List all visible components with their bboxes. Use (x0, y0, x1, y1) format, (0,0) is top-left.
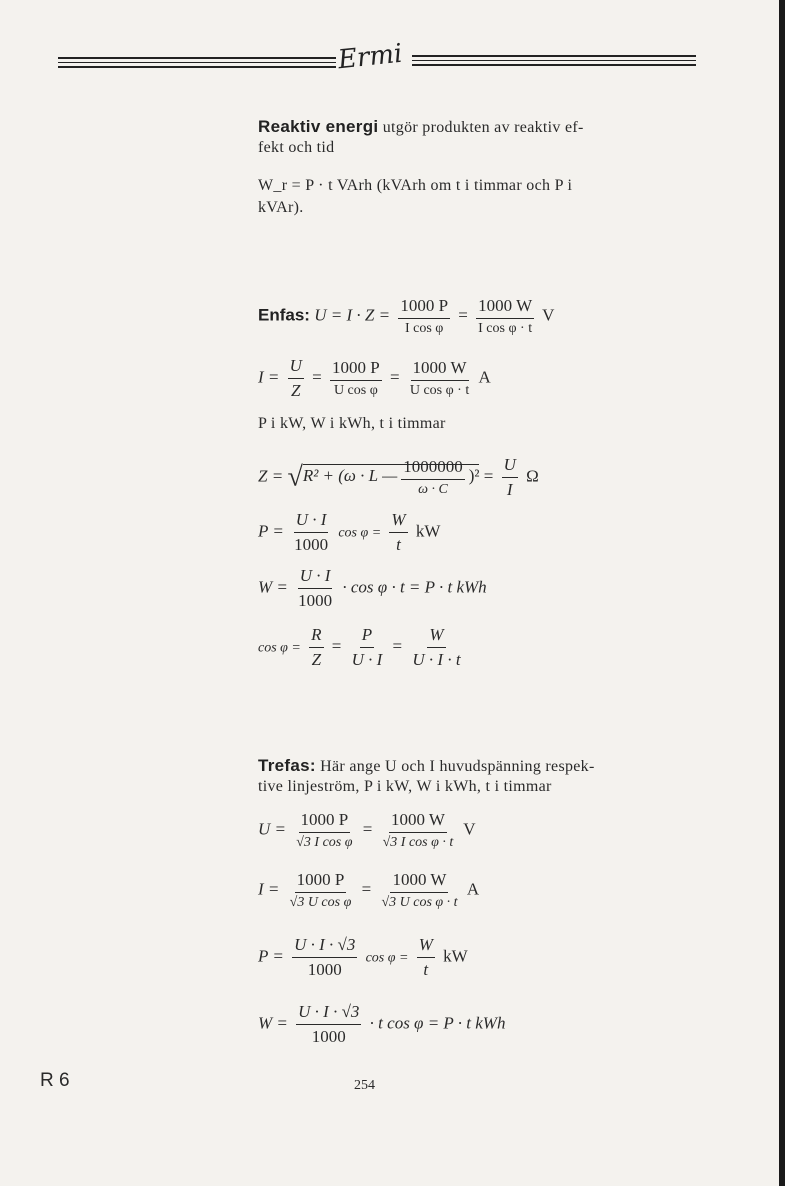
enfas-z-lhs: Z = (258, 466, 284, 486)
enfas-z-inner-fraction (401, 457, 465, 498)
enfas-i-unit: A (478, 367, 491, 387)
enfas-cos-f3-num: W (427, 625, 445, 648)
enfas-i-f1-den: U cos φ (333, 383, 378, 398)
enfas-p-f2-num: W (389, 510, 407, 533)
enfas-z-unit: Ω (526, 466, 539, 486)
enfas-cos-fraction-2 (350, 625, 385, 670)
enfas-z-rhs-num: U (502, 455, 518, 478)
trefas-p-lhs: P = (258, 946, 284, 966)
trefas-i-equation: I = $\frac{1000 P}{\text{√3 U cos φ}}$ = $\frac{1000 W}{\text{√3 U cos φ · t}}$ A (258, 870, 480, 910)
trefas-p-unit: kW (443, 946, 468, 966)
header-rule-left-bottom (58, 66, 336, 68)
enfas-z-frac-num: 1000000 (401, 457, 465, 480)
enfas-cos-f1-num: R (309, 625, 323, 648)
enfas-p-fraction-2 (389, 510, 407, 555)
enfas-i-f2-den: U cos φ · t (409, 383, 470, 398)
trefas-w-lhs: W = (258, 1013, 288, 1033)
trefas-w-rest: · t cos φ = P · t kWh (369, 1013, 506, 1033)
trefas-p-f-num: U · I · √3 (292, 935, 357, 958)
enfas-cos-fraction-1 (309, 625, 323, 670)
trefas-heading: Trefas: (258, 756, 316, 775)
enfas-z-rhs-fraction (502, 455, 518, 500)
trefas-w-equation (258, 1002, 505, 1047)
enfas-heading: Enfas: (258, 305, 310, 325)
enfas-cos-fraction-3 (410, 625, 462, 670)
enfas-p-equation (258, 510, 440, 555)
trefas-p-mid: cos φ = (365, 950, 409, 966)
enfas-cos-lhs: cos φ = (258, 640, 301, 656)
enfas-p-mid: cos φ = (338, 525, 382, 541)
trefas-i-f2-den: √3 U cos φ · t (381, 895, 458, 910)
enfas-w-rest: · cos φ · t = P · t kWh (342, 577, 487, 597)
enfas-w-f-num: U · I (298, 566, 333, 589)
enfas-z-expr-a: R² + (ω · L — (302, 466, 398, 486)
trefas-i-unit: A (466, 879, 480, 899)
enfas-i-fraction-2 (408, 358, 471, 399)
header-rule-left-mid (58, 62, 336, 63)
trefas-u-f2-den: √3 I cos φ · t (382, 835, 454, 850)
enfas-i-fraction-1 (330, 358, 382, 399)
enfas-i-f0-den: Z (291, 381, 301, 400)
trefas-line-1 (258, 756, 595, 776)
header-rule-right-mid (412, 60, 696, 61)
intro-line-2: fekt och tid (258, 139, 335, 156)
page-number: 254 (354, 1078, 375, 1093)
header-rule-left-top (58, 57, 336, 59)
trefas-w-f-num: U · I · √3 (296, 1002, 361, 1025)
enfas-w-lhs: W = (258, 577, 288, 597)
enfas-p-f2-den: t (396, 535, 401, 554)
enfas-u-fraction-2 (476, 296, 534, 337)
enfas-u-equation: Enfas: U = I · Z = $\frac{1000 P}{\text{I cos φ}}$ = $\frac{1000 W}{\text{I cos φ · t}}$ V (258, 296, 555, 336)
trefas-u-lhs: U = (258, 819, 286, 839)
trefas-w-f-den: 1000 (311, 1027, 346, 1046)
enfas-z-expr-b: )² (468, 466, 480, 486)
enfas-i-f2-num: 1000 W (411, 358, 469, 381)
trefas-w-fraction (296, 1002, 361, 1047)
header-rule-right-top (412, 55, 696, 57)
trefas-i-f2-num: 1000 W (390, 870, 448, 893)
enfas-z-rhs-den: I (506, 480, 513, 499)
enfas-w-f-den: 1000 (298, 591, 333, 610)
intro-line-1 (258, 117, 584, 137)
trefas-p-f2-num: W (417, 935, 435, 958)
enfas-u-f2-num: 1000 W (476, 296, 534, 319)
ermi-logo: Ermi (336, 38, 404, 76)
trefas-u-f1-num: 1000 P (299, 810, 351, 833)
enfas-i-fraction-0 (288, 356, 304, 401)
trefas-i-fraction-2 (379, 870, 459, 911)
enfas-z-equation: Z = √R² + (ω · L — $\frac{1000000}{\omega \cdot C}$ )² = $\frac{U}{I}$ Ω (258, 455, 539, 499)
trefas-i-lhs: I = (258, 879, 280, 899)
enfas-u-f2-den: I cos φ · t (478, 321, 533, 336)
enfas-p-f-num: U · I (294, 510, 329, 533)
trefas-line-2: tive linjeström, P i kW, W i kWh, t i timmar (258, 778, 552, 795)
enfas-z-frac-den: ω · C (418, 482, 448, 497)
enfas-units-note: P i kW, W i kWh, t i timmar (258, 415, 446, 432)
page-edge (779, 0, 785, 1186)
header-rule-right-bottom (412, 64, 696, 66)
enfas-p-unit: kW (415, 521, 441, 541)
enfas-i-f0-num: U (288, 356, 304, 379)
enfas-p-lhs: P = (258, 521, 284, 541)
enfas-cos-f2-den: U · I (351, 650, 383, 669)
trefas-u-f2-num: 1000 W (389, 810, 447, 833)
enfas-u-fraction-1 (398, 296, 450, 337)
trefas-i-f1-num: 1000 P (295, 870, 347, 893)
enfas-w-equation (258, 566, 487, 611)
enfas-cos-f1-den: Z (311, 650, 322, 669)
trefas-p-fraction (292, 935, 357, 980)
enfas-i-equation: I = $\frac{U}{Z}$ = $\frac{1000 P}{\text{U cos φ}}$ = $\frac{1000 W}{\text{U cos φ · t}}$ A (258, 356, 491, 400)
trefas-u-fraction-2 (381, 810, 456, 851)
trefas-u-f1-den: √3 I cos φ (296, 835, 353, 850)
enfas-cos-equation: cos φ = $\frac{R}{Z}$ = $\frac{P}{U \cdot I}$ = $\frac{W}{U \cdot I \cdot t}$ (258, 625, 461, 669)
enfas-i-lhs: I = (258, 367, 280, 387)
intro-formula: W_r = P · t VArh (kVArh om t i timmar och P i (258, 177, 573, 194)
trefas-u-unit: V (463, 819, 476, 839)
enfas-u-f1-den: I cos φ (404, 321, 444, 336)
trefas-u-equation: U = $\frac{1000 P}{\text{√3 I cos φ}}$ = $\frac{1000 W}{\text{√3 I cos φ · t}}$ V (258, 810, 476, 850)
trefas-p-equation (258, 935, 468, 980)
trefas-p-f2-den: t (423, 960, 429, 979)
section-tab: R 6 (40, 1070, 70, 1091)
intro-text-1: utgör produkten av reaktiv ef- (382, 119, 584, 136)
trefas-p-f-den: 1000 (307, 960, 342, 979)
enfas-u-lhs: U = I · Z = (314, 305, 391, 325)
intro-formula-end: kVAr). (258, 199, 304, 216)
trefas-i-fraction-1 (288, 870, 354, 911)
enfas-u-f1-num: 1000 P (398, 296, 450, 319)
trefas-u-fraction-1 (294, 810, 354, 851)
intro-heading: Reaktiv energi (258, 117, 379, 136)
sqrt-radical-icon: √ (287, 461, 303, 493)
enfas-cos-f3-den: U · I · t (412, 650, 461, 669)
trefas-p-fraction-2 (417, 935, 435, 980)
enfas-u-unit: V (542, 305, 555, 325)
trefas-i-f1-den: √3 U cos φ (289, 895, 352, 910)
enfas-i-f1-num: 1000 P (330, 358, 382, 381)
enfas-cos-f2-num: P (360, 625, 374, 648)
enfas-w-fraction (296, 566, 334, 611)
trefas-text-1: Här ange U och I huvudspänning respek- (320, 758, 595, 775)
enfas-p-f-den: 1000 (294, 535, 329, 554)
enfas-p-fraction (292, 510, 330, 555)
